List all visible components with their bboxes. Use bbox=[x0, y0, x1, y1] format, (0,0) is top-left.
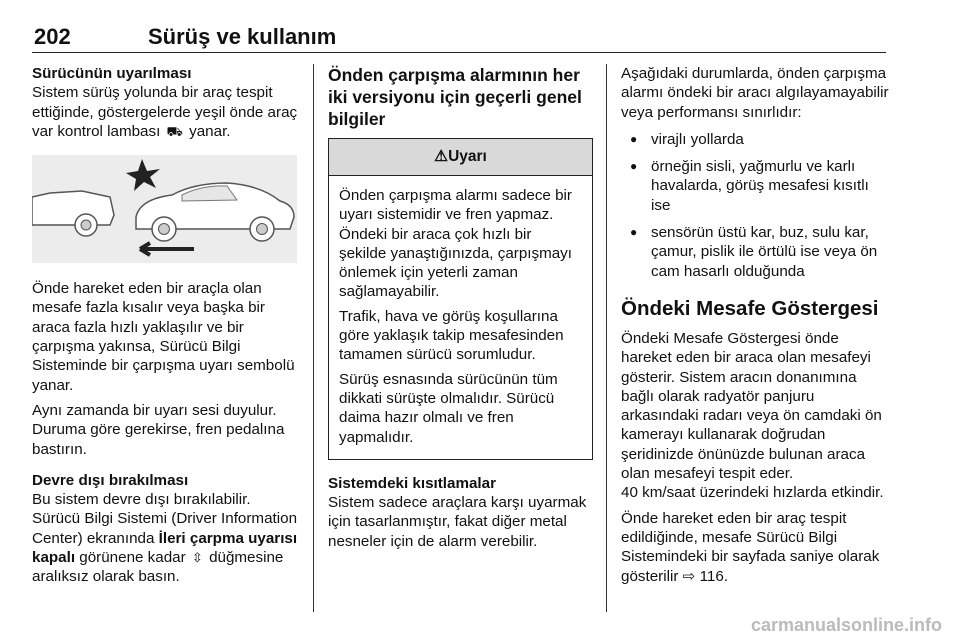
warning-header bbox=[329, 139, 592, 176]
page-number: 202 bbox=[34, 24, 71, 49]
heading-deactivation: Devre dışı bırakılması bbox=[32, 471, 189, 489]
column-divider-2 bbox=[606, 64, 607, 612]
list-item: ● sensörün üstü kar, buz, sulu kar, çamur, pislik ile örtülü ise veya ön cam hasarlı olduğunda bbox=[621, 223, 889, 281]
warning-title: Uyarı bbox=[448, 148, 487, 166]
para-speed: 40 km/saat üzerindeki hızlarda etkindir. bbox=[621, 484, 884, 502]
cars-illustration-svg bbox=[32, 155, 297, 263]
steering-button-icon: ⇳ bbox=[191, 550, 203, 566]
section-title: Sürüş ve kullanım bbox=[148, 24, 337, 49]
warning-body bbox=[329, 176, 592, 459]
warning-box bbox=[328, 138, 593, 460]
para-deactivation: Bu sistem devre dışı bırakılabilir. Sürücü Bilgi Sistemi (Driver Information Center) ekranında İleri çarpma uyarısı kapalı görünene kadar ⇳ düğmesine aralıksız olarak basın. bbox=[32, 491, 298, 586]
collision-illustration bbox=[32, 155, 297, 263]
para-display: Önde hareket eden bir araç tespit edildiğinde, mesafe Sürücü Bilgi Sistemindeki bir sayfada saniye olarak gösterilir ⇨ 116. bbox=[621, 509, 880, 585]
heading-general-info: Önden çarpışma alarmının her iki versiyonu için geçerli genel bilgiler bbox=[328, 65, 582, 129]
para-gauge: Öndeki Mesafe Göstergesi önde hareket eden bir araca olan mesafeyi gösterir. Sistem aracın donanımına bağlı olarak radyatör panjuru arkasındaki radarı veya ön camdaki ön kamerayı kullanarak doğrudan şeridinizde önünüzde bulunan araca olan mesafeyi tespit eder. bbox=[621, 329, 882, 483]
warning-para-1: Önden çarpışma alarmı sadece bir uyarı sistemidir ve fren yapmaz. Öndeki bir araca çok hızlı bir şekilde yanaştığınızda, çarpışmayı önlemek için yeterli zaman sağlamayabilir. bbox=[339, 187, 572, 301]
list-item: ● virajlı yollarda bbox=[621, 130, 889, 149]
impact-star-icon bbox=[126, 159, 160, 191]
heading-distance-gauge: Öndeki Mesafe Göstergesi bbox=[621, 296, 879, 320]
watermark: carmanualsonline.info bbox=[750, 615, 942, 635]
page-reference-arrow-icon: ⇨ bbox=[682, 567, 696, 585]
para-close-approach: Önde hareket eden bir araçla olan mesafe fazla kısalır veya başka bir araca fazla hızlı yaklaşılır ve bir çarpışma yakınsa, Sürücü Bilgi Sisteminde bir çarpışma uyarı sembolü yanar. bbox=[32, 280, 295, 394]
para-driver-alert: Sistem sürüş yolunda bir araç tespit ettiğinde, göstergelerde yeşil önde araç var kontrol lambası ⛟ yanar. bbox=[32, 84, 298, 140]
list-item: ● örneğin sisli, yağmurlu ve karlı havalarda, görüş mesafesi kısıtlı ise bbox=[621, 157, 889, 215]
heading-limitations: Sistemdeki kısıtlamalar bbox=[328, 474, 496, 492]
warning-para-2: Trafik, hava ve görüş koşullarına göre yaklaşık takip mesafesinden tamamen sürücü sorumludur. bbox=[339, 307, 564, 364]
column-1 bbox=[32, 64, 302, 587]
column-3 bbox=[621, 64, 889, 586]
heading-driver-alert: Sürücünün uyarılması bbox=[32, 65, 192, 82]
para-limitations: Sistem sadece araçlara karşı uyarmak için tasarlanmıştır, fakat diğer metal nesneler için de alarm verebilir. bbox=[328, 494, 587, 550]
approach-arrow-icon bbox=[140, 243, 194, 255]
column-divider-1 bbox=[313, 64, 314, 612]
para-sound: Aynı zamanda bir uyarı sesi duyulur. Duruma göre gerekirse, fren pedalına bastırın. bbox=[32, 401, 285, 458]
warning-triangle-icon: ⚠ bbox=[434, 148, 449, 166]
page-header bbox=[32, 22, 886, 53]
para-conditions-intro: Aşağıdaki durumlarda, önden çarpışma alarmı öndeki bir aracı algılayamayabilir veya performansı sınırlıdır: bbox=[621, 65, 889, 121]
warning-para-3: Sürüş esnasında sürücünün tüm dikkati sürüşte olmalıdır. Sürücü daima hazır olmalı ve fren yapmalıdır. bbox=[339, 370, 558, 446]
column-2 bbox=[328, 64, 593, 551]
page-reference-link[interactable]: 116. bbox=[699, 567, 729, 585]
conditions-list bbox=[621, 130, 889, 281]
vehicle-ahead-icon: ⛟ bbox=[166, 123, 183, 139]
